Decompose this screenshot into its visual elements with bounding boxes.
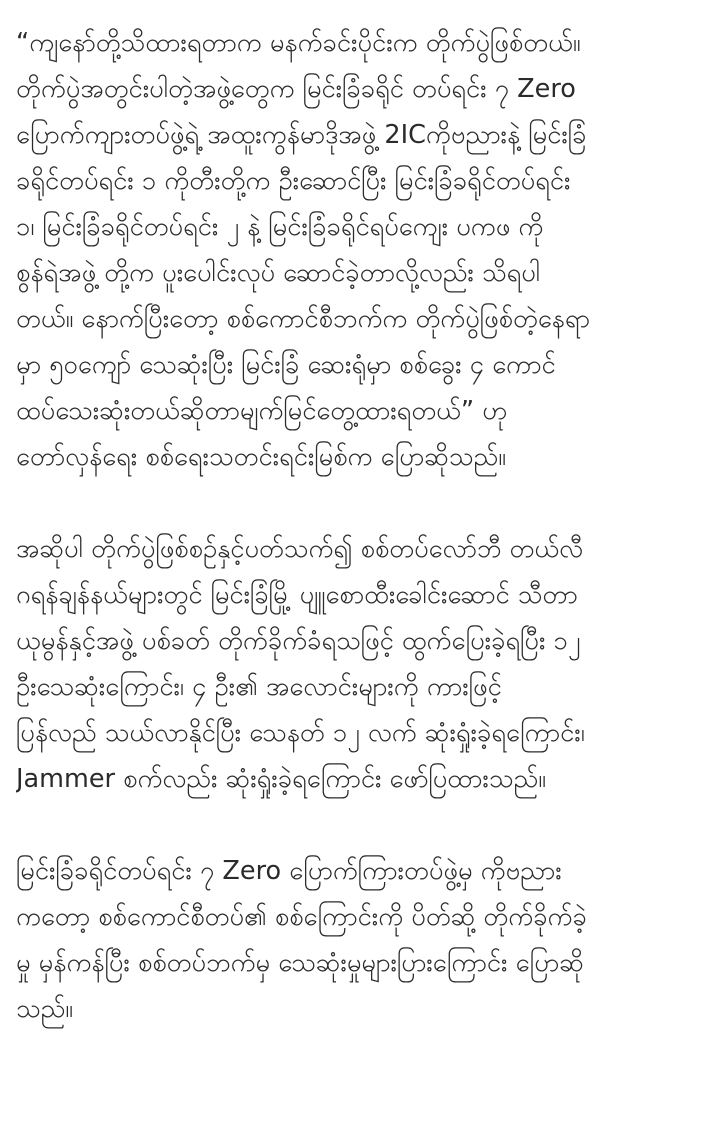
text-line: ဂရန်ချန်နယ်များတွင် မြင်းခြံမြို့ ပျူစောထီးခေါင်းဆောင် သီတာ bbox=[16, 580, 578, 610]
paragraph-junta-claim bbox=[16, 526, 706, 802]
paragraph-spacer bbox=[16, 802, 706, 848]
text-line: အဆိုပါ တိုက်ပွဲဖြစ်စဉ်နှင့်ပတ်သက်၍ စစ်တပ်လော်ဘီ တယ်လီ bbox=[16, 534, 584, 564]
text-line: ဦးသေဆုံးကြောင်း၊ ၄ ဦး၏ အလောင်းများကို ကားဖြင့် bbox=[16, 672, 502, 702]
text-line: မြင်းခြံခရိုင်တပ်ရင်း ၇ Zero ပြောက်ကြားတပ်ဖွဲ့မှ ကိုဗညား bbox=[16, 856, 562, 886]
paragraph-quote bbox=[16, 20, 706, 480]
text-line: တော်လှန်ရေး စစ်ရေးသတင်းရင်းမြစ်က ပြောဆိုသည်။ bbox=[16, 442, 506, 472]
text-line: ၁၊ မြင်းခြံခရိုင်တပ်ရင်း ၂ နဲ့ မြင်းခြံခရိုင်ရပ်ကျေး ပကဖ ကို bbox=[16, 212, 544, 242]
text-line: မှု မှန်ကန်ပြီး စစ်တပ်ဘက်မှ သေဆုံးမှုများပြားကြောင်း ပြောဆို bbox=[16, 948, 584, 978]
text-line: ကတော့ စစ်ကောင်စီတပ်၏ စစ်ကြောင်းကို ပိတ်ဆို့ တိုက်ခိုက်ခဲ့ bbox=[16, 902, 587, 932]
paragraph-statement bbox=[16, 848, 706, 1032]
text-line: သည်။ bbox=[16, 994, 74, 1024]
text-line: Jammer စက်လည်း ဆုံးရှုံးခဲ့ရကြောင်း ဖော်ပြထားသည်။ bbox=[16, 764, 546, 794]
text-line: ပြောက်ကျားတပ်ဖွဲ့ရဲ့ အထူးကွန်မာဒိုအဖွဲ့ 2ICကိုဗညားနဲ့ မြင်းခြံ bbox=[16, 120, 587, 150]
text-line: စွန်ရဲအဖွဲ့ တို့က ပူးပေါင်းလုပ် ဆောင်ခဲ့တာလို့လည်း သိရပါ bbox=[16, 258, 541, 288]
text-line: ထပ်သေးဆုံးတယ်ဆိုတာမျက်မြင်တွေ့ထားရတယ်” ဟု bbox=[16, 396, 508, 426]
text-line: တိုက်ပွဲအတွင်းပါတဲ့အဖွဲ့တွေက မြင်းခြံခရိုင် တပ်ရင်း ၇ Zero bbox=[16, 74, 576, 104]
text-line: တယ်။ နောက်ပြီးတော့ စစ်ကောင်စီဘက်က တိုက်ပွဲဖြစ်တဲ့နေရာ bbox=[16, 304, 590, 334]
text-line: ပြန်လည် သယ်လာနိုင်ပြီး သေနတ် ၁၂ လက် ဆုံးရှုံးခဲ့ရကြောင်း၊ bbox=[16, 718, 585, 748]
paragraph-spacer bbox=[16, 480, 706, 526]
text-line: မှာ ၅၀ကျော် သေဆုံးပြီး မြင်းခြံ ဆေးရုံမှာ စစ်ခွေး ၄ ကောင် bbox=[16, 350, 556, 380]
text-line: “ကျနော်တို့သိထားရတာက မနက်ခင်းပိုင်းက တိုက်ပွဲဖြစ်တယ်။ bbox=[16, 28, 581, 58]
text-line: ယုမွန်နှင့်အဖွဲ့ ပစ်ခတ် တိုက်ခိုက်ခံရသဖြင့် ထွက်ပြေးခဲ့ရပြီး ၁၂ bbox=[16, 626, 581, 656]
text-line: ခရိုင်တပ်ရင်း ၁ ကိုတီးတို့က ဦးဆောင်ပြီး မြင်းခြံခရိုင်တပ်ရင်း bbox=[16, 166, 571, 196]
